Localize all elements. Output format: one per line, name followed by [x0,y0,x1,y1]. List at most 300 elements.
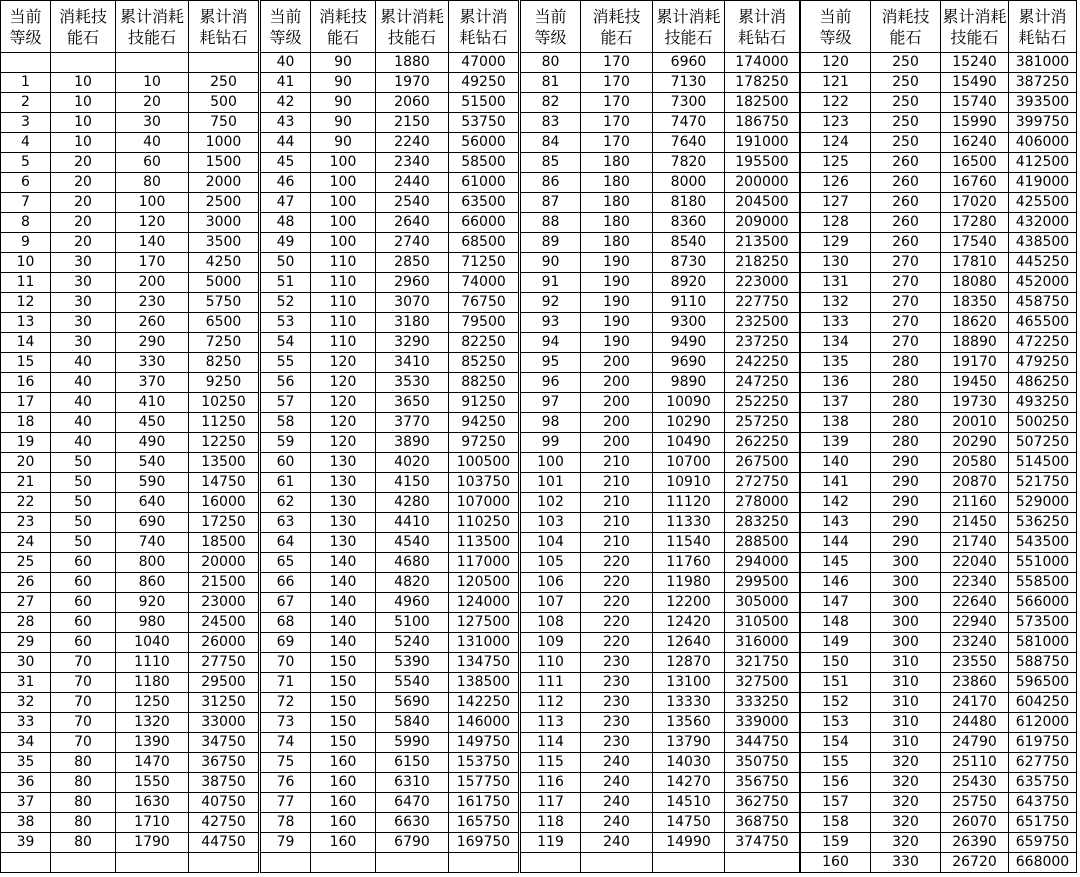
table-cell[interactable]: 218250 [725,253,800,273]
table-cell[interactable]: 529000 [1009,493,1077,513]
table-cell[interactable]: 4 [1,133,51,153]
table-cell[interactable]: 250 [871,93,941,113]
table-cell[interactable]: 300 [871,633,941,653]
table-cell[interactable]: 290 [116,333,189,353]
table-cell[interactable]: 33000 [189,713,259,733]
table-cell[interactable]: 920 [116,593,189,613]
table-cell[interactable]: 137 [801,393,871,413]
table-cell[interactable]: 1550 [116,773,189,793]
table-cell[interactable]: 165750 [449,813,519,833]
table-cell[interactable]: 200 [116,273,189,293]
table-cell[interactable]: 7470 [653,113,725,133]
table-cell[interactable]: 113500 [449,533,519,553]
table-cell[interactable]: 8920 [653,273,725,293]
table-cell[interactable]: 566000 [1009,593,1077,613]
column-header[interactable] [1,1,51,53]
table-cell[interactable]: 14510 [653,793,725,813]
table-cell[interactable]: 97250 [449,433,519,453]
table-cell[interactable]: 140 [311,633,376,653]
table-cell[interactable]: 20 [1,453,51,473]
table-cell[interactable]: 250 [871,73,941,93]
table-cell[interactable]: 2150 [376,113,449,133]
table-cell[interactable]: 34 [1,733,51,753]
table-cell[interactable]: 122 [801,93,871,113]
table-cell[interactable]: 1110 [116,653,189,673]
table-cell[interactable]: 42750 [189,813,259,833]
table-cell[interactable]: 860 [116,573,189,593]
column-header[interactable] [376,1,449,53]
table-cell[interactable]: 79500 [449,313,519,333]
table-cell[interactable]: 115 [521,753,581,773]
table-cell[interactable]: 262250 [725,433,800,453]
table-cell[interactable]: 9690 [653,353,725,373]
table-cell[interactable]: 91250 [449,393,519,413]
table-cell[interactable]: 123 [801,113,871,133]
table-cell[interactable]: 134 [801,333,871,353]
table-cell[interactable]: 55 [261,353,311,373]
table-cell[interactable]: 17020 [941,193,1009,213]
table-cell[interactable]: 30 [51,273,116,293]
table-cell[interactable]: 242250 [725,353,800,373]
column-header[interactable] [871,1,941,53]
table-cell[interactable]: 38 [1,813,51,833]
table-cell[interactable]: 85250 [449,353,519,373]
table-cell[interactable]: 1390 [116,733,189,753]
table-cell[interactable]: 29 [1,633,51,653]
table-cell[interactable]: 150 [311,693,376,713]
table-cell[interactable]: 3000 [189,213,259,233]
column-header[interactable] [941,1,1009,53]
table-cell[interactable]: 393500 [1009,93,1077,113]
table-cell[interactable]: 1710 [116,813,189,833]
table-cell[interactable]: 110 [311,313,376,333]
table-cell[interactable]: 97 [521,393,581,413]
table-cell[interactable]: 210 [581,533,653,553]
table-cell[interactable]: 230 [581,653,653,673]
table-cell[interactable]: 40 [116,133,189,153]
table-cell[interactable]: 190 [581,313,653,333]
table-cell[interactable]: 800 [116,553,189,573]
table-cell[interactable]: 125 [801,153,871,173]
table-cell[interactable]: 596500 [1009,673,1077,693]
table-cell[interactable]: 80 [51,753,116,773]
table-cell[interactable]: 61 [261,473,311,493]
table-cell[interactable]: 50 [51,473,116,493]
table-cell[interactable]: 120 [311,373,376,393]
table-cell[interactable]: 425500 [1009,193,1077,213]
table-cell[interactable]: 6470 [376,793,449,813]
table-cell[interactable]: 240 [581,813,653,833]
table-cell[interactable]: 257250 [725,413,800,433]
table-cell[interactable]: 68500 [449,233,519,253]
table-cell[interactable]: 278000 [725,493,800,513]
table-cell[interactable]: 20290 [941,433,1009,453]
table-cell[interactable]: 64 [261,533,311,553]
table-cell[interactable]: 108 [521,613,581,633]
table-cell[interactable]: 63 [261,513,311,533]
table-cell[interactable]: 10290 [653,413,725,433]
table-cell[interactable]: 60 [51,553,116,573]
table-cell[interactable]: 1970 [376,73,449,93]
table-cell[interactable]: 2540 [376,193,449,213]
table-cell[interactable]: 190 [581,253,653,273]
table-cell[interactable]: 20 [51,193,116,213]
table-cell[interactable]: 270 [871,273,941,293]
table-cell[interactable]: 2000 [189,173,259,193]
table-cell[interactable]: 80 [51,773,116,793]
table-cell[interactable]: 6960 [653,53,725,73]
table-cell[interactable]: 89 [521,233,581,253]
table-cell[interactable]: 60 [51,593,116,613]
table-cell[interactable]: 24 [1,533,51,553]
table-cell[interactable]: 40 [51,353,116,373]
table-cell[interactable]: 72 [261,693,311,713]
table-cell[interactable]: 2060 [376,93,449,113]
table-cell[interactable]: 362750 [725,793,800,813]
table-cell[interactable]: 127500 [449,613,519,633]
table-cell[interactable]: 80 [116,173,189,193]
table-cell[interactable]: 3500 [189,233,259,253]
table-cell[interactable]: 42 [261,93,311,113]
table-cell[interactable]: 270 [871,293,941,313]
table-cell[interactable]: 1 [1,73,51,93]
table-cell[interactable]: 100 [311,193,376,213]
table-cell[interactable]: 80 [51,813,116,833]
table-cell[interactable]: 368750 [725,813,800,833]
table-cell[interactable] [116,53,189,73]
table-cell[interactable] [51,53,116,73]
table-cell[interactable]: 138500 [449,673,519,693]
table-cell[interactable]: 32 [1,693,51,713]
table-cell[interactable]: 131 [801,273,871,293]
table-cell[interactable]: 13790 [653,733,725,753]
table-cell[interactable]: 56000 [449,133,519,153]
table-cell[interactable]: 290 [871,473,941,493]
table-cell[interactable]: 44 [261,133,311,153]
table-cell[interactable]: 82 [521,93,581,113]
table-cell[interactable]: 204500 [725,193,800,213]
table-cell[interactable]: 84 [521,133,581,153]
table-cell[interactable]: 4020 [376,453,449,473]
table-cell[interactable]: 479250 [1009,353,1077,373]
table-cell[interactable]: 280 [871,393,941,413]
table-cell[interactable]: 200 [581,433,653,453]
table-cell[interactable]: 169750 [449,833,519,853]
table-cell[interactable]: 96 [521,373,581,393]
table-cell[interactable]: 180 [581,193,653,213]
table-cell[interactable]: 2340 [376,153,449,173]
table-cell[interactable]: 7130 [653,73,725,93]
table-cell[interactable]: 14270 [653,773,725,793]
table-cell[interactable]: 12870 [653,653,725,673]
table-cell[interactable]: 153750 [449,753,519,773]
table-cell[interactable]: 300 [871,573,941,593]
table-cell[interactable]: 10700 [653,453,725,473]
table-cell[interactable]: 160 [311,753,376,773]
table-cell[interactable]: 7640 [653,133,725,153]
table-cell[interactable]: 30 [51,333,116,353]
table-cell[interactable]: 26390 [941,833,1009,853]
table-cell[interactable]: 445250 [1009,253,1077,273]
table-cell[interactable]: 16000 [189,493,259,513]
table-cell[interactable]: 121 [801,73,871,93]
table-cell[interactable]: 1250 [116,693,189,713]
table-cell[interactable]: 157750 [449,773,519,793]
table-cell[interactable]: 190 [581,293,653,313]
table-cell[interactable]: 240 [581,753,653,773]
table-cell[interactable]: 220 [581,553,653,573]
table-cell[interactable]: 98 [521,413,581,433]
table-cell[interactable]: 10 [51,113,116,133]
table-cell[interactable]: 210 [581,493,653,513]
table-cell[interactable]: 200000 [725,173,800,193]
table-cell[interactable]: 15240 [941,53,1009,73]
table-cell[interactable]: 70 [51,673,116,693]
column-header[interactable] [581,1,653,53]
table-cell[interactable]: 15990 [941,113,1009,133]
table-cell[interactable] [51,853,116,873]
table-cell[interactable] [189,853,259,873]
table-cell[interactable]: 70 [51,653,116,673]
table-cell[interactable]: 100 [311,213,376,233]
table-cell[interactable]: 95 [521,353,581,373]
table-cell[interactable]: 26000 [189,633,259,653]
table-cell[interactable]: 190 [581,273,653,293]
table-cell[interactable]: 4680 [376,553,449,573]
table-cell[interactable]: 5390 [376,653,449,673]
table-cell[interactable]: 69 [261,633,311,653]
table-cell[interactable]: 252250 [725,393,800,413]
table-cell[interactable]: 120500 [449,573,519,593]
table-cell[interactable]: 3890 [376,433,449,453]
table-cell[interactable]: 124000 [449,593,519,613]
table-cell[interactable]: 20 [51,213,116,233]
table-cell[interactable]: 23240 [941,633,1009,653]
table-cell[interactable]: 5990 [376,733,449,753]
table-cell[interactable]: 182500 [725,93,800,113]
table-cell[interactable]: 3070 [376,293,449,313]
table-cell[interactable]: 103750 [449,473,519,493]
table-cell[interactable]: 160 [311,833,376,853]
table-cell[interactable]: 4280 [376,493,449,513]
table-cell[interactable]: 5000 [189,273,259,293]
table-cell[interactable]: 127 [801,193,871,213]
table-cell[interactable]: 178250 [725,73,800,93]
table-cell[interactable]: 438500 [1009,233,1077,253]
table-cell[interactable]: 56 [261,373,311,393]
table-cell[interactable]: 18500 [189,533,259,553]
table-cell[interactable]: 500 [189,93,259,113]
table-cell[interactable]: 8540 [653,233,725,253]
table-cell[interactable]: 643750 [1009,793,1077,813]
table-cell[interactable]: 4540 [376,533,449,553]
table-cell[interactable]: 370 [116,373,189,393]
table-cell[interactable]: 47000 [449,53,519,73]
table-cell[interactable]: 88 [521,213,581,233]
table-cell[interactable]: 154 [801,733,871,753]
table-cell[interactable]: 581000 [1009,633,1077,653]
column-header[interactable] [261,1,311,53]
table-cell[interactable]: 25430 [941,773,1009,793]
table-cell[interactable]: 381000 [1009,53,1077,73]
table-cell[interactable]: 270 [871,333,941,353]
table-cell[interactable]: 120 [311,353,376,373]
table-cell[interactable]: 2440 [376,173,449,193]
table-cell[interactable]: 142 [801,493,871,513]
table-cell[interactable]: 120 [116,213,189,233]
table-cell[interactable]: 18890 [941,333,1009,353]
table-cell[interactable]: 54 [261,333,311,353]
table-cell[interactable]: 521750 [1009,473,1077,493]
column-header[interactable] [189,1,259,53]
table-cell[interactable]: 320 [871,773,941,793]
table-cell[interactable]: 19 [1,433,51,453]
table-cell[interactable]: 299500 [725,573,800,593]
table-cell[interactable]: 90 [521,253,581,273]
table-cell[interactable]: 2240 [376,133,449,153]
table-cell[interactable]: 8730 [653,253,725,273]
table-cell[interactable]: 110 [311,333,376,353]
table-cell[interactable]: 21500 [189,573,259,593]
table-cell[interactable]: 260 [871,153,941,173]
table-cell[interactable]: 230 [581,733,653,753]
column-header[interactable] [449,1,519,53]
table-cell[interactable] [376,853,449,873]
table-cell[interactable]: 13 [1,313,51,333]
table-cell[interactable]: 210 [581,513,653,533]
table-cell[interactable]: 237250 [725,333,800,353]
table-cell[interactable]: 51500 [449,93,519,113]
table-cell[interactable]: 90 [311,93,376,113]
table-cell[interactable]: 209000 [725,213,800,233]
table-cell[interactable]: 120 [311,413,376,433]
table-cell[interactable]: 5690 [376,693,449,713]
table-cell[interactable]: 58 [261,413,311,433]
table-cell[interactable]: 14750 [653,813,725,833]
table-cell[interactable]: 294000 [725,553,800,573]
table-cell[interactable]: 50 [51,513,116,533]
table-cell[interactable] [521,853,581,873]
table-cell[interactable]: 5540 [376,673,449,693]
table-cell[interactable]: 26 [1,573,51,593]
table-cell[interactable]: 280 [871,373,941,393]
table-cell[interactable]: 283250 [725,513,800,533]
table-cell[interactable]: 174000 [725,53,800,73]
table-cell[interactable]: 133 [801,313,871,333]
table-cell[interactable]: 86 [521,173,581,193]
table-cell[interactable]: 213500 [725,233,800,253]
table-cell[interactable]: 40 [51,373,116,393]
table-cell[interactable]: 412500 [1009,153,1077,173]
table-cell[interactable]: 158 [801,813,871,833]
table-cell[interactable]: 6790 [376,833,449,853]
table-cell[interactable]: 102 [521,493,581,513]
table-cell[interactable]: 45 [261,153,311,173]
table-cell[interactable]: 2740 [376,233,449,253]
table-cell[interactable]: 143 [801,513,871,533]
table-cell[interactable]: 33 [1,713,51,733]
table-cell[interactable]: 30 [51,293,116,313]
table-cell[interactable]: 110 [311,273,376,293]
table-cell[interactable]: 330 [116,353,189,373]
table-cell[interactable]: 170 [116,253,189,273]
table-cell[interactable]: 11250 [189,413,259,433]
table-cell[interactable]: 6630 [376,813,449,833]
table-cell[interactable]: 13500 [189,453,259,473]
table-cell[interactable]: 40 [51,393,116,413]
table-cell[interactable]: 17540 [941,233,1009,253]
table-cell[interactable]: 8 [1,213,51,233]
table-cell[interactable]: 25110 [941,753,1009,773]
table-cell[interactable]: 41 [261,73,311,93]
table-cell[interactable]: 22940 [941,613,1009,633]
table-cell[interactable]: 230 [581,693,653,713]
table-cell[interactable]: 6150 [376,753,449,773]
table-cell[interactable]: 290 [871,493,941,513]
table-cell[interactable]: 11 [1,273,51,293]
table-cell[interactable]: 156 [801,773,871,793]
table-cell[interactable]: 142250 [449,693,519,713]
table-cell[interactable]: 690 [116,513,189,533]
table-cell[interactable]: 227750 [725,293,800,313]
table-cell[interactable]: 120 [311,433,376,453]
table-cell[interactable]: 148 [801,613,871,633]
table-cell[interactable]: 10 [116,73,189,93]
table-cell[interactable]: 40 [51,433,116,453]
table-cell[interactable] [581,853,653,873]
table-cell[interactable]: 113 [521,713,581,733]
table-cell[interactable]: 145 [801,553,871,573]
table-cell[interactable]: 75 [261,753,311,773]
table-cell[interactable]: 1000 [189,133,259,153]
table-cell[interactable]: 34750 [189,733,259,753]
table-cell[interactable]: 27 [1,593,51,613]
table-cell[interactable]: 110250 [449,513,519,533]
table-cell[interactable]: 514500 [1009,453,1077,473]
table-cell[interactable]: 23550 [941,653,1009,673]
table-cell[interactable]: 12 [1,293,51,313]
table-cell[interactable]: 220 [581,613,653,633]
table-cell[interactable]: 2640 [376,213,449,233]
table-cell[interactable]: 52 [261,293,311,313]
table-cell[interactable]: 170 [581,73,653,93]
table-cell[interactable]: 9 [1,233,51,253]
table-cell[interactable]: 23 [1,513,51,533]
table-cell[interactable]: 150 [311,713,376,733]
table-cell[interactable]: 16500 [941,153,1009,173]
table-cell[interactable]: 25750 [941,793,1009,813]
table-cell[interactable]: 190 [581,333,653,353]
table-cell[interactable]: 135 [801,353,871,373]
table-cell[interactable]: 88250 [449,373,519,393]
table-cell[interactable]: 30 [51,253,116,273]
table-cell[interactable]: 195500 [725,153,800,173]
table-cell[interactable]: 44750 [189,833,259,853]
table-cell[interactable]: 20 [51,153,116,173]
column-header[interactable] [801,1,871,53]
table-cell[interactable]: 50 [51,453,116,473]
table-cell[interactable]: 10910 [653,473,725,493]
table-cell[interactable]: 70 [51,693,116,713]
table-cell[interactable]: 105 [521,553,581,573]
table-cell[interactable]: 320 [871,793,941,813]
table-cell[interactable]: 260 [871,193,941,213]
table-cell[interactable]: 59 [261,433,311,453]
table-cell[interactable]: 79 [261,833,311,853]
table-cell[interactable]: 543500 [1009,533,1077,553]
column-header[interactable] [653,1,725,53]
table-cell[interactable]: 53 [261,313,311,333]
